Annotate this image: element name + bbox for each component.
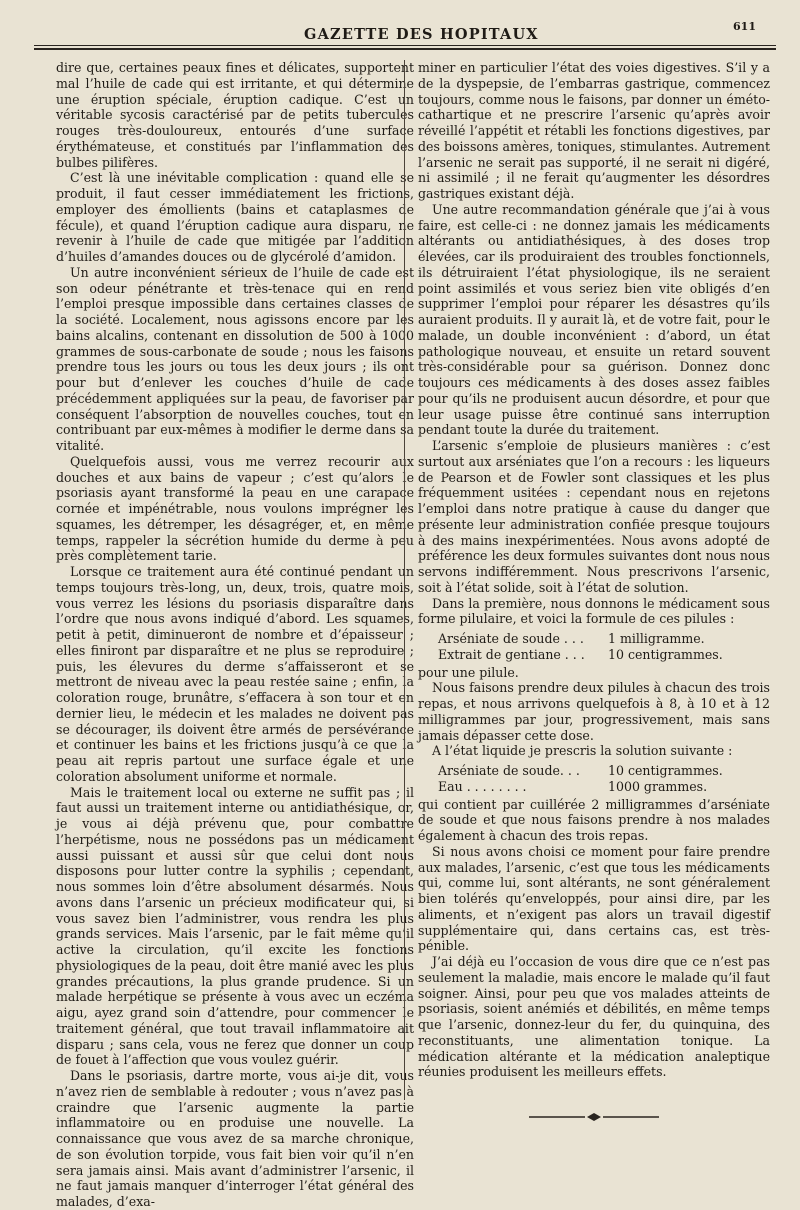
formula-row <box>418 631 770 647</box>
formula-ingredient: Extrait de gentiane . . . <box>438 646 585 662</box>
formula-dose: 10 centigrammes. <box>608 763 723 778</box>
formula-row <box>418 779 770 795</box>
paragraph: Quelquefois aussi, vous me verrez recourir aux douches et aux bains de vapeur ; c’est qu’alors le psoriasis ayant transformé la peau en une carapace cornée et impénétrable, nous voulons imprégner les squames, les détremper, les désagréger, et, en même temps, rappeler la sécrétion humide du derme à peu près complètement tarie. <box>56 453 414 564</box>
paragraph: C’est là une inévitable complication : quand elle se produit, il faut cesser immédiatement les frictions, employer des émollients (bains et cataplasmes de fécule), et quand l’éruption cadique aura disparu, ne revenir à l’huile de cade que mitigée par l’addition d’huiles d’amandes douces ou de glycérolé d’amidon. <box>56 170 414 264</box>
left-column <box>56 60 414 1210</box>
formula-row <box>418 647 770 663</box>
formula-solution <box>418 763 770 795</box>
paragraph: dire que, certaines peaux fines et délicates, supportent mal l’huile de cade qui est irritante, et qui détermine une éruption spéciale, éruption cadique. C’est un véritable sycosis caractérisé par de petits tubercules rouges très-douloureux, entourés d’une surface érythémateuse, et constitués par l’inflammation des bulbes pilifères. <box>56 60 414 170</box>
paragraph: Lorsque ce traitement aura été continué pendant un temps toujours très-long, un, deux, trois, quatre mois, vous verrez les lésions du psoriasis disparaître dans l’ordre que nous avons indiqué d’abord. Les squames, petit à petit, diminueront de nombre et d’épaisseur ; elles finiront par disparaître et ne plus se reproduire ; puis, les élevures du derme s’affaisseront et se mettront de niveau avec la peau restée saine ; enfin, la coloration rouge, brunâtre, s’effacera à son tour et en dernier lieu, le médecin et les malades ne doivent pas se décourager, ils doivent être armés de persévérance et continuer les bains et les frictions jusqu’à ce que la peau ait repris partout une surface égale et une coloration absolument uniforme et normale. <box>56 564 414 784</box>
paragraph: Nous faisons prendre deux pilules à chacun des trois repas, et nous arrivons quelquefois à 8, à 10 et à 12 milligrammes par jour, progressivement, mais sans jamais dépasser cette dose. <box>418 680 770 743</box>
header-rule <box>34 45 776 46</box>
paragraph: Dans la première, nous donnons le médicament sous forme pilulaire, et voici la formule de ces pilules : <box>418 595 770 627</box>
formula-dose: 10 centigrammes. <box>608 646 723 662</box>
paragraph: A l’état liquide je prescris la solution suivante : <box>432 743 733 759</box>
paragraph: miner en particulier l’état des voies digestives. S’il y a de la dyspepsie, de l’embarras gastrique, commencez toujours, comme nous le faisons, par donner un éméto-cathartique et ne prescrire l’arsenic qu’après avoir réveillé l’appétit et rétabli les fonctions digestives, par des boissons amères, toniques, stimulantes. Autrement l’arsenic ne serait pas supporté, il ne serait ni digéré, ni assimilé ; il ne ferait qu’augmenter les désordres gastriques existant déjà. <box>418 60 770 201</box>
column-separator <box>404 60 405 1100</box>
formula-ingredient: Arséniate de soude . . . <box>438 631 584 646</box>
formula-dose: 1 milligramme. <box>608 631 705 646</box>
journal-title: GAZETTE DES HOPITAUX <box>304 26 539 43</box>
paragraph: Dans le psoriasis, dartre morte, vous ai-je dit, vous n’avez rien de semblable à redouter ; vous n’avez pas à craindre que l’arsenic augmente la partie inflammatoire ou en produise une nouvelle. La connaissance que vous avez de sa marche chronique, de son évolution torpide, vous fait bien voir qu’il n’en sera jamais ainsi. Mais avant d’administrer l’arsenic, il ne faut jamais manquer d’interroger l’état général des malades, d’exa- <box>56 1068 414 1209</box>
paragraph: J’ai déjà eu l’occasion de vous dire que ce n’est pas seulement la maladie, mais encore le malade qu’il faut soigner. Ainsi, pour peu que vos malades atteints de psoriasis, soient anémiés et débilités, en même temps que l’arsenic, donnez-leur du fer, du quinquina, des reconstituants, une alimentation tonique. La médication altérante et la médication analeptique réunies produisent les meilleurs effets. <box>418 954 770 1080</box>
formula-dose: 1000 grammes. <box>608 778 708 794</box>
page-number: 611 <box>733 20 756 33</box>
paragraph: Une autre recommandation générale que j’ai à vous faire, est celle-ci : ne donnez jamais les médicaments altérants ou antidiathésiques, à des doses trop élevées, car ils produiraient des troubles fonctionnels, ils détruiraient l’état physiologique, ils ne seraient point assimilés et vous seriez bien vite obligés d’en supprimer l’emploi pour réparer les désastres qu’ils auraient produits. Il y aurait là, et de votre fait, pour le malade, un double inconvénient : d’abord, un état pathologique nouveau, et ensuite un retard souvent très-considérable pour sa guérison. Donnez donc toujours ces médicaments à des doses assez faibles pour qu’ils ne produisent aucun désordre, et pour que leur usage puisse être continué sans interruption pendant toute la durée du traitement. <box>418 201 770 438</box>
header-rule-double <box>34 48 776 50</box>
right-column <box>418 60 770 1122</box>
paragraph: Un autre inconvénient sérieux de l’huile de cade est son odeur pénétrante et très-tenace qui en rend l’emploi presque impossible dans certaines classes de la société. Localement, nous agissons encore par les bains alcalins, contenant en dissolution de 500 à 1000 grammes de sous-carbonate de soude ; nous les faisons prendre tous les jours ou tous les deux jours ; ils ont pour but d’enlever les couches d’huile de cade précédemment appliquées sur la peau, de favoriser par conséquent l’absorption de nouvelles couches, tout en contribuant par eux-mêmes à modifier le derme dans sa vitalité. <box>56 264 414 453</box>
formula-row <box>418 763 770 779</box>
paragraph: L’arsenic s’emploie de plusieurs manières : c’est surtout aux arséniates que l’on a recours : les liqueurs de Pearson et de Fowler sont classiques et les plus fréquemment usitées : cependant nous en rejetons l’emploi dans notre pratique à cause du danger que présente leur administration confiée presque toujours à des mains inexpérimentées. Nous avons adopté de préférence les deux formules suivantes dont nous nous servons indifféremment. Nous prescrivons l’arsenic, soit à l’état solide, soit à l’état de solution. <box>418 438 770 595</box>
paragraph: Si nous avons choisi ce moment pour faire prendre aux malades, l’arsenic, c’est que tous les médicaments qui, comme lui, sont altérants, ne sont généralement bien tolérés qu’enveloppés, pour ainsi dire, par les aliments, et n’exigent pas alors un travail digestif supplémentaire qui, dans certains cas, est très-pénible. <box>418 843 770 954</box>
paragraph: Mais le traitement local ou externe ne suffit pas ; il faut aussi un traitement interne ou antidiathésique, or, je vous ai déjà prévenu que, pour combattre l’herpétisme, nous ne possédons pas un médicament aussi puissant et aussi sûr que celui dont nous disposons pour lutter contre la syphilis ; cependant, nous sommes loin d’être absolument désarmés. Nous avons dans l’arsenic un précieux modificateur qui, si vous savez bien l’administrer, vous rendra les plus grands services. Mais l’arsenic, par le fait même qu’il active la circulation, qu’il excite les fonctions physiologiques de la peau, doit être manié avec les plus grandes précautions, la plus grande prudence. Si un malade herpétique se présente à vous avec un eczéma aigu, ayez grand soin d’attendre, pour commencer le traitement général, que tout travail inflammatoire ait disparu ; sans cela, vous ne ferez que donner un coup de fouet à l’affection que vous voulez guérir. <box>56 784 414 1068</box>
paragraph: qui contient par cuillérée 2 milligrammes d’arséniate de soude et que nous faisons prendre à nos malades également à chacun des trois repas. <box>418 796 770 843</box>
section-end-ornament <box>529 1112 659 1122</box>
formula-ingredient: Arséniate de soude. . . <box>438 763 580 778</box>
formula-ingredient: Eau . . . . . . . . <box>438 778 527 794</box>
formula-pills <box>418 631 770 663</box>
paragraph: pour une pilule. <box>418 664 519 680</box>
